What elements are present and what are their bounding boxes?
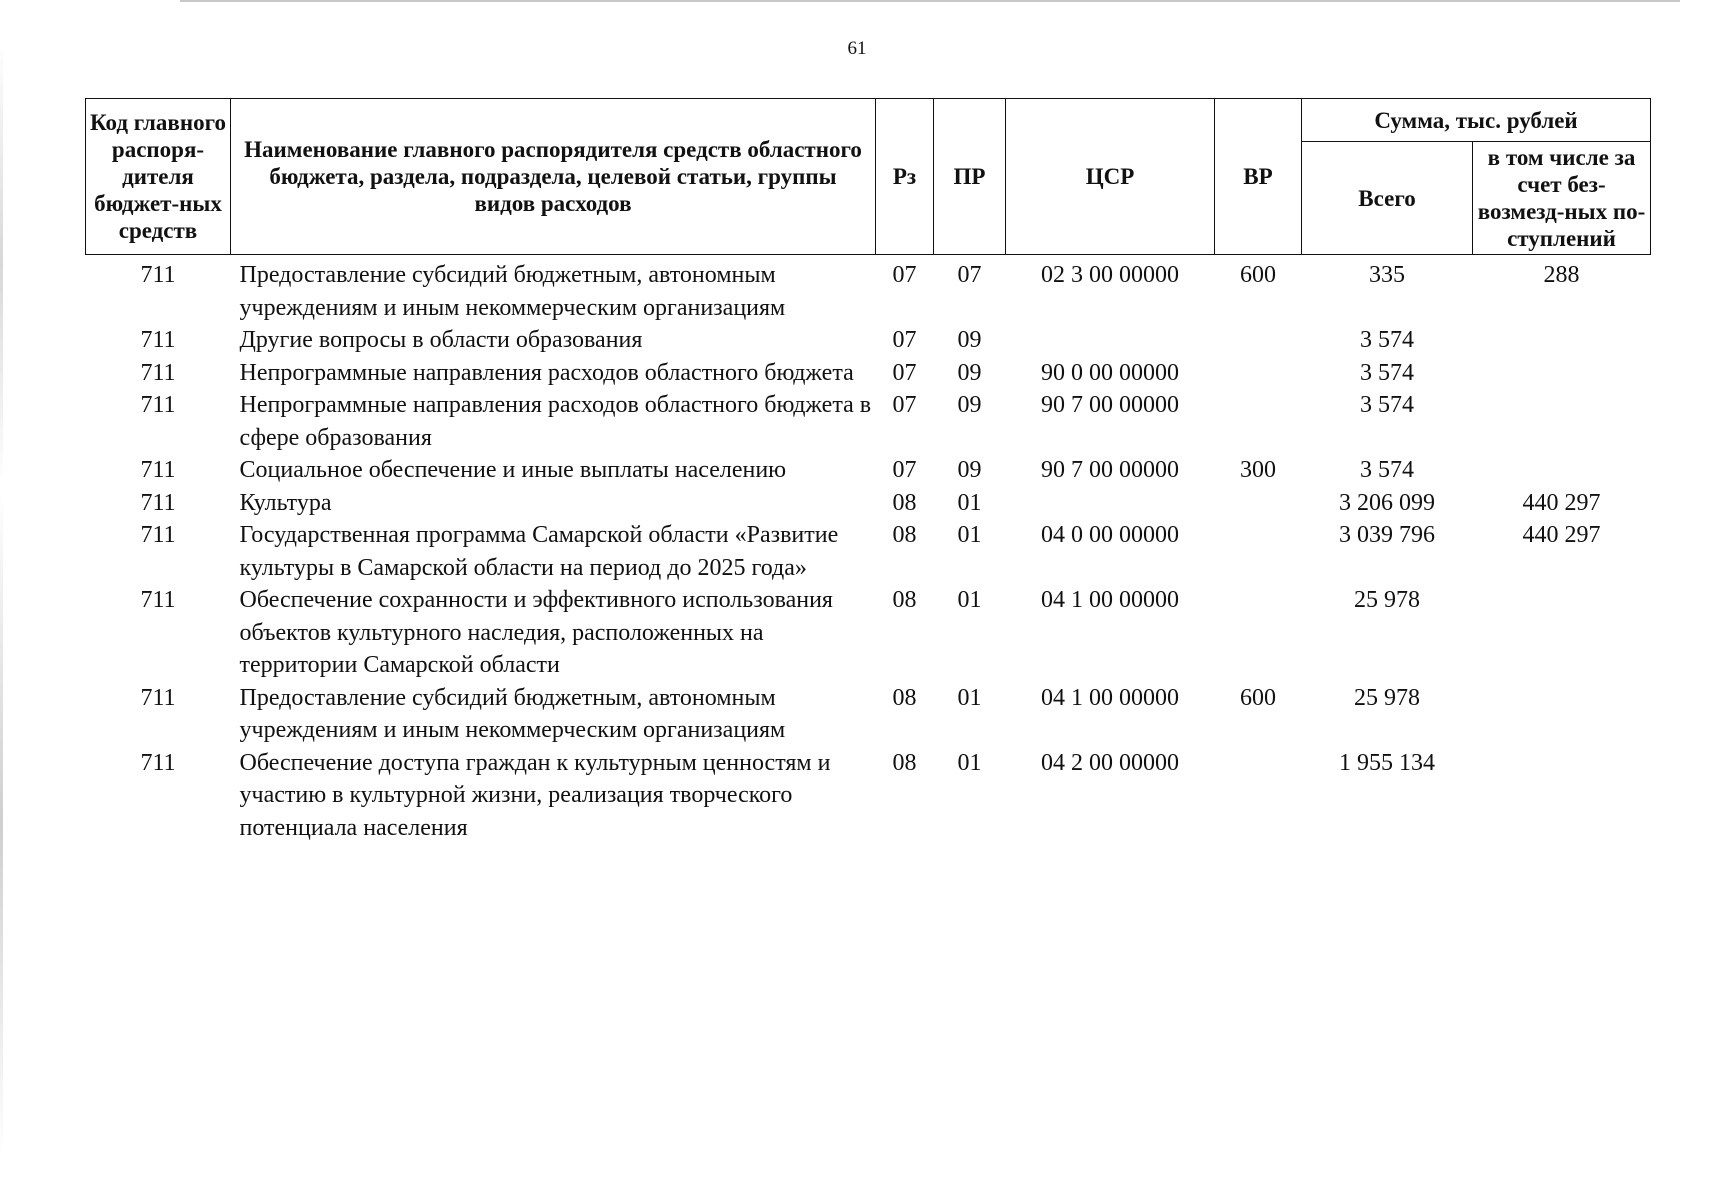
cell-csr: 90 7 00 00000 <box>1041 457 1179 483</box>
table-row <box>86 519 1651 584</box>
cell-vr <box>1215 389 1302 454</box>
cell-name: Непрограммные направления расходов областного бюджета <box>239 359 854 386</box>
cell-code: 711 <box>140 262 176 288</box>
cell-total: 335 <box>1369 262 1405 288</box>
table-row <box>86 682 1651 747</box>
cell-pr: 09 <box>957 327 982 353</box>
cell-name: Другие вопросы в области образования <box>239 327 643 353</box>
cell-incl <box>1473 324 1651 357</box>
cell-pr: 09 <box>957 392 982 418</box>
header-incl: в том числе за счет без-возмезд-ных по-ступлений <box>1473 142 1651 255</box>
cell-pr: 01 <box>957 489 982 516</box>
cell-name: Непрограммные направления расходов областного бюджета в сфере образования <box>239 392 872 451</box>
header-vr: ВР <box>1215 99 1302 255</box>
cell-code: 711 <box>140 749 176 776</box>
page-number: 61 <box>847 38 867 59</box>
cell-csr: 02 3 00 00000 <box>1041 262 1179 288</box>
cell-csr: 04 2 00 00000 <box>1041 749 1179 776</box>
cell-csr: 04 1 00 00000 <box>1041 684 1179 711</box>
cell-total: 3 574 <box>1360 457 1414 483</box>
cell-name: Обеспечение доступа граждан к культурным ценностям и участию в культурной жизни, реализация творческого потенциала населения <box>239 749 831 841</box>
cell-rz: 07 <box>892 359 917 386</box>
cell-total: 25 978 <box>1354 684 1420 711</box>
cell-code: 711 <box>140 587 176 613</box>
header-rz: Рз <box>876 99 934 255</box>
cell-csr: 90 0 00 00000 <box>1041 359 1179 386</box>
cell-total: 3 574 <box>1360 392 1414 418</box>
table-header <box>86 99 1651 255</box>
cell-name: Обеспечение сохранности и эффективного использования объектов культурного наследия, расположенных на территории Самарской области <box>239 587 833 678</box>
cell-vr <box>1215 747 1302 845</box>
cell-incl: 440 297 <box>1522 489 1601 516</box>
cell-code: 711 <box>140 457 176 483</box>
table-row <box>86 324 1651 357</box>
cell-vr <box>1215 584 1302 682</box>
cell-vr <box>1215 357 1302 390</box>
cell-vr <box>1215 324 1302 357</box>
cell-name: Культура <box>239 489 332 516</box>
cell-total: 3 206 099 <box>1339 489 1435 516</box>
table-row <box>86 389 1651 454</box>
cell-total: 3 574 <box>1360 327 1414 353</box>
cell-name: Социальное обеспечение и иные выплаты населению <box>239 457 787 483</box>
scan-border-left <box>0 40 3 1160</box>
cell-incl <box>1473 747 1651 845</box>
cell-incl: 288 <box>1543 262 1580 288</box>
cell-name: Предоставление субсидий бюджетным, автономным учреждениям и иным некоммерческим организациям <box>239 684 786 743</box>
cell-incl <box>1473 682 1651 747</box>
cell-incl <box>1473 584 1651 682</box>
cell-csr: 04 1 00 00000 <box>1041 587 1179 613</box>
cell-pr: 07 <box>957 262 982 288</box>
cell-incl <box>1473 389 1651 454</box>
table-row <box>86 584 1651 682</box>
cell-rz: 07 <box>892 457 917 483</box>
cell-incl <box>1473 454 1651 487</box>
cell-vr: 600 <box>1240 262 1276 288</box>
cell-csr <box>1006 324 1215 357</box>
cell-code: 711 <box>140 327 176 353</box>
cell-csr <box>1006 487 1215 520</box>
cell-name: Предоставление субсидий бюджетным, автономным учреждениям и иным некоммерческим организациям <box>239 262 786 321</box>
scan-border-top <box>180 0 1680 2</box>
header-sum: Сумма, тыс. рублей <box>1302 99 1651 142</box>
cell-rz: 08 <box>892 489 917 516</box>
cell-vr <box>1215 487 1302 520</box>
cell-vr: 600 <box>1240 684 1276 711</box>
cell-total: 3 039 796 <box>1339 522 1435 548</box>
table-body <box>86 255 1651 845</box>
table-row <box>86 747 1651 845</box>
cell-csr: 90 7 00 00000 <box>1041 392 1179 418</box>
cell-code: 711 <box>140 489 176 516</box>
cell-code: 711 <box>140 684 176 711</box>
cell-name: Государственная программа Самарской области «Развитие культуры в Самарской области на период до 2025 года» <box>239 522 839 581</box>
budget-table <box>85 98 1651 844</box>
cell-pr: 01 <box>957 749 982 776</box>
cell-csr: 04 0 00 00000 <box>1041 522 1179 548</box>
header-csr: ЦСР <box>1006 99 1215 255</box>
cell-pr: 01 <box>957 522 982 548</box>
header-total: Всего <box>1302 142 1473 255</box>
cell-rz: 07 <box>892 327 917 353</box>
cell-code: 711 <box>140 522 176 548</box>
cell-vr: 300 <box>1240 457 1276 483</box>
cell-rz: 08 <box>892 749 917 776</box>
cell-incl: 440 297 <box>1522 522 1601 548</box>
table-row <box>86 487 1651 520</box>
header-name: Наименование главного распорядителя средств областного бюджета, раздела, подраздела, целевой статьи, группы видов расходов <box>231 99 876 255</box>
cell-total: 25 978 <box>1354 587 1420 613</box>
cell-incl <box>1473 357 1651 390</box>
cell-pr: 01 <box>957 684 982 711</box>
cell-rz: 08 <box>892 684 917 711</box>
table-row <box>86 357 1651 390</box>
cell-pr: 09 <box>957 359 982 386</box>
cell-pr: 01 <box>957 587 982 613</box>
cell-rz: 08 <box>892 522 917 548</box>
table-row <box>86 255 1651 325</box>
table-row <box>86 454 1651 487</box>
cell-rz: 07 <box>892 262 917 288</box>
cell-vr <box>1215 519 1302 584</box>
cell-rz: 07 <box>892 392 917 418</box>
header-pr: ПР <box>934 99 1006 255</box>
cell-pr: 09 <box>957 457 982 483</box>
cell-total: 3 574 <box>1360 359 1414 386</box>
cell-rz: 08 <box>892 587 917 613</box>
cell-code: 711 <box>140 392 176 418</box>
header-code: Код главного распоря-дителя бюджет-ных средств <box>86 99 231 255</box>
cell-total: 1 955 134 <box>1339 749 1435 776</box>
cell-code: 711 <box>140 359 176 386</box>
